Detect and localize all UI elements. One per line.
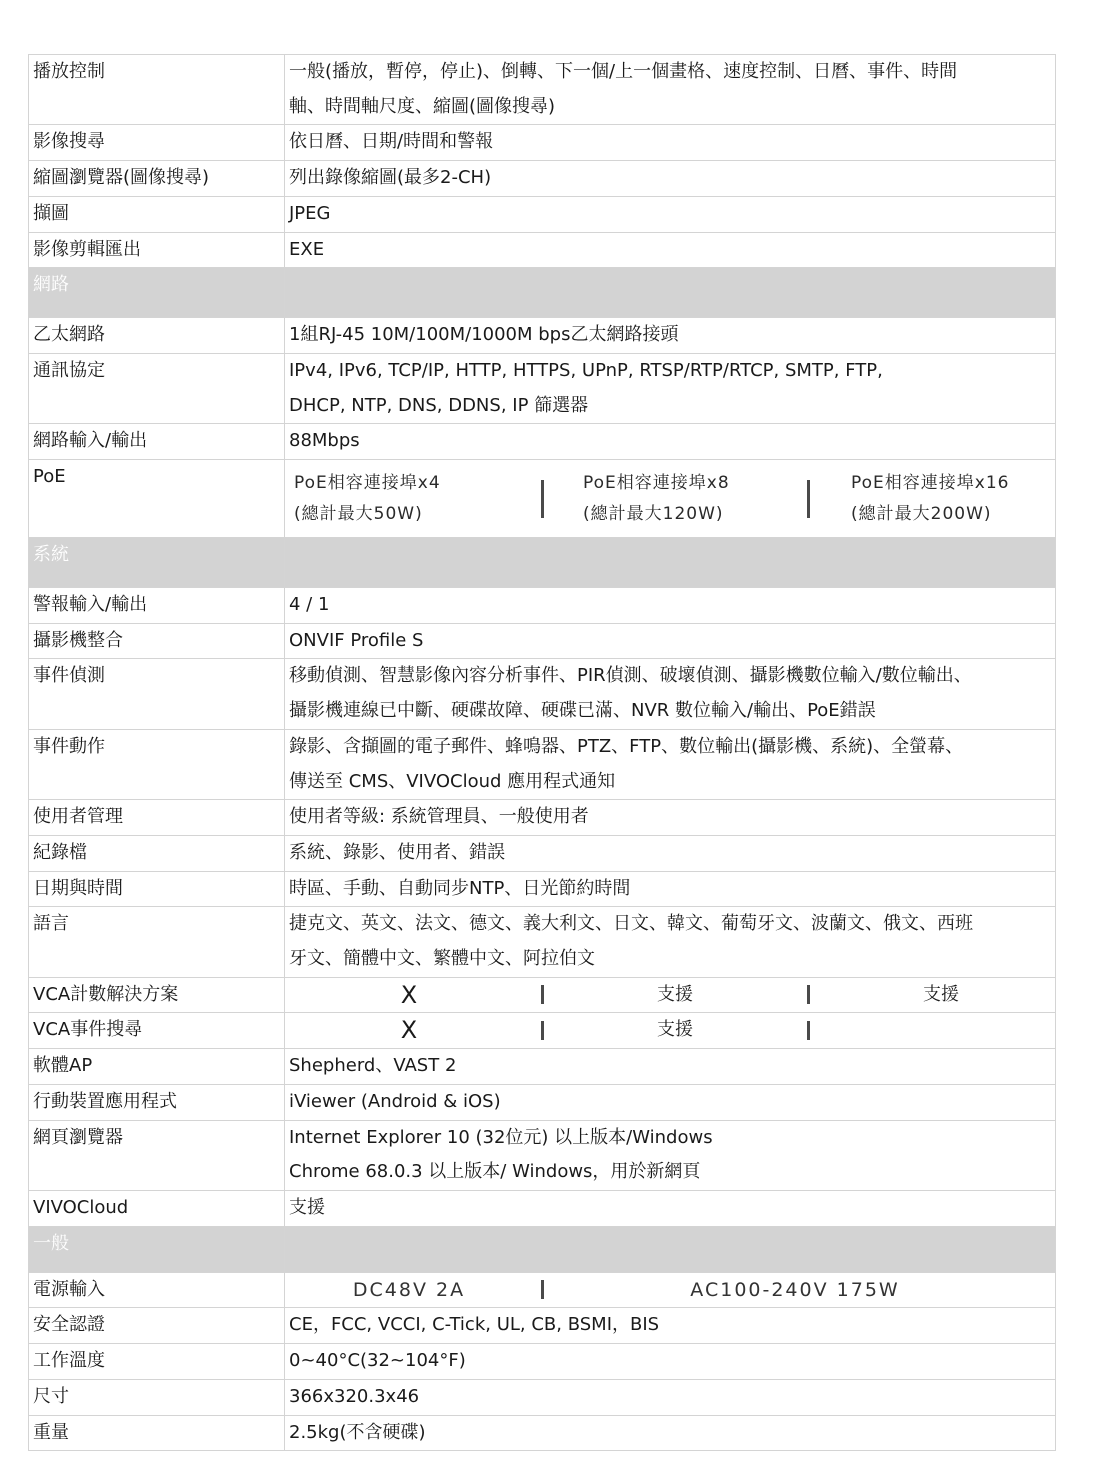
column-divider bbox=[541, 985, 544, 1004]
table-row-vca-counting bbox=[29, 977, 1056, 1013]
poe-options bbox=[289, 460, 1049, 530]
poe-ports: PoE相容連接埠x4 bbox=[294, 473, 441, 494]
spec-table bbox=[28, 54, 1056, 1451]
row-label: 網路輸入/輸出 bbox=[29, 424, 285, 460]
table-row bbox=[29, 907, 1056, 977]
table-row bbox=[29, 1344, 1056, 1380]
table-row bbox=[29, 353, 1056, 423]
poe-option bbox=[821, 468, 1056, 530]
table-row bbox=[29, 1084, 1056, 1120]
row-value: iViewer (Android & iOS) bbox=[285, 1084, 1056, 1120]
row-label: 工作溫度 bbox=[29, 1344, 285, 1380]
column-divider bbox=[807, 985, 810, 1004]
poe-option bbox=[289, 468, 529, 530]
power-dc: DC48V 2A bbox=[352, 1278, 466, 1301]
row-label: 尺寸 bbox=[29, 1379, 285, 1415]
section-header-network bbox=[29, 268, 1056, 318]
table-row bbox=[29, 125, 1056, 161]
value-line: 錄影、含擷圖的電子郵件、蜂鳴器、PTZ、FTP、數位輸出(攝影機、系統)、全螢幕、 bbox=[289, 735, 964, 757]
value-line: 軸、時間軸尺度、縮圖(圖像搜尋) bbox=[289, 95, 556, 117]
row-label: VCA事件搜尋 bbox=[29, 1013, 285, 1049]
row-label: 使用者管理 bbox=[29, 800, 285, 836]
value-line: 一般(播放，暫停，停止)、倒轉、下一個/上一個畫格、速度控制、日曆、事件、時間 bbox=[289, 61, 958, 82]
row-label: 影像搜尋 bbox=[29, 125, 285, 161]
table-row bbox=[29, 1379, 1056, 1415]
section-title: 網路 bbox=[29, 268, 285, 318]
row-value bbox=[285, 353, 1056, 423]
value-line: 攝影機連線已中斷、硬碟故障、硬碟已滿、NVR 數位輸入/輸出、PoE錯誤 bbox=[289, 700, 876, 722]
row-label: 攝影機整合 bbox=[29, 623, 285, 659]
value-line: DHCP, NTP, DNS, DDNS, IP 篩選器 bbox=[289, 394, 589, 416]
section-header-system bbox=[29, 538, 1056, 588]
poe-power: (總計最大120W) bbox=[583, 504, 724, 525]
row-value bbox=[285, 1120, 1056, 1190]
table-row bbox=[29, 659, 1056, 729]
row-value: 時區、手動、自動同步NTP、日光節約時間 bbox=[285, 871, 1056, 907]
row-value: 0~40°C(32~104°F) bbox=[285, 1344, 1056, 1380]
row-label: VCA計數解決方案 bbox=[29, 977, 285, 1013]
row-value bbox=[285, 729, 1056, 799]
row-label: 日期與時間 bbox=[29, 871, 285, 907]
row-value: 88Mbps bbox=[285, 424, 1056, 460]
row-value bbox=[285, 1272, 1056, 1308]
table-row bbox=[29, 196, 1056, 232]
row-label: 事件動作 bbox=[29, 729, 285, 799]
model-value: X bbox=[400, 1016, 418, 1045]
column-divider bbox=[807, 1021, 810, 1040]
poe-ports: PoE相容連接埠x16 bbox=[851, 473, 1010, 494]
poe-option bbox=[555, 468, 795, 530]
model-value: 支援 bbox=[657, 983, 693, 1005]
poe-ports: PoE相容連接埠x8 bbox=[583, 473, 730, 494]
row-label: 重量 bbox=[29, 1415, 285, 1451]
table-row bbox=[29, 1190, 1056, 1226]
table-row bbox=[29, 161, 1056, 197]
row-value bbox=[285, 659, 1056, 729]
row-value: Shepherd、VAST 2 bbox=[285, 1049, 1056, 1085]
column-divider bbox=[541, 480, 544, 518]
value-line: Chrome 68.0.3 以上版本/ Windows，用於新網頁 bbox=[289, 1161, 701, 1183]
poe-power: (總計最大50W) bbox=[294, 504, 423, 525]
table-row-power bbox=[29, 1272, 1056, 1308]
poe-power: (總計最大200W) bbox=[851, 504, 992, 525]
table-row bbox=[29, 835, 1056, 871]
row-label: 警報輸入/輸出 bbox=[29, 588, 285, 624]
row-label: 擷圖 bbox=[29, 196, 285, 232]
row-label: 行動裝置應用程式 bbox=[29, 1084, 285, 1120]
row-label: 事件偵測 bbox=[29, 659, 285, 729]
row-value bbox=[285, 460, 1056, 538]
row-value: 使用者等級: 系統管理員、一般使用者 bbox=[285, 800, 1056, 836]
row-value: 2.5kg(不含硬碟) bbox=[285, 1415, 1056, 1451]
table-row bbox=[29, 1049, 1056, 1085]
model-value: X bbox=[400, 980, 418, 1009]
table-row bbox=[29, 55, 1056, 125]
row-label: 網頁瀏覽器 bbox=[29, 1120, 285, 1190]
table-row bbox=[29, 1120, 1056, 1190]
value-line: 移動偵測、智慧影像內容分析事件、PIR偵測、破壞偵測、攝影機數位輸入/數位輸出、 bbox=[289, 665, 972, 687]
table-row-poe bbox=[29, 460, 1056, 538]
column-divider bbox=[541, 1280, 544, 1299]
section-header-general bbox=[29, 1226, 1056, 1272]
section-title: 一般 bbox=[29, 1226, 285, 1272]
value-line: Internet Explorer 10 (32位元) 以上版本/Windows bbox=[289, 1126, 713, 1148]
power-ac: AC100-240V 175W bbox=[690, 1278, 900, 1301]
column-divider bbox=[541, 1021, 544, 1040]
table-row bbox=[29, 1308, 1056, 1344]
model-value: 支援 bbox=[657, 1019, 693, 1041]
row-value: JPEG bbox=[285, 196, 1056, 232]
value-line: 傳送至 CMS、VIVOCloud 應用程式通知 bbox=[289, 770, 616, 792]
row-label: 語言 bbox=[29, 907, 285, 977]
table-row bbox=[29, 424, 1056, 460]
table-row bbox=[29, 729, 1056, 799]
table-row bbox=[29, 232, 1056, 268]
row-label: 安全認證 bbox=[29, 1308, 285, 1344]
table-row bbox=[29, 318, 1056, 354]
value-line: 牙文、簡體中文、繁體中文、阿拉伯文 bbox=[289, 948, 595, 970]
row-value: 1組RJ-45 10M/100M/1000M bps乙太網路接頭 bbox=[285, 318, 1056, 354]
table-row bbox=[29, 800, 1056, 836]
row-value: EXE bbox=[285, 232, 1056, 268]
row-label: 軟體AP bbox=[29, 1049, 285, 1085]
value-line: IPv4, IPv6, TCP/IP, HTTP, HTTPS, UPnP, RTSP/RTP/RTCP, SMTP, FTP, bbox=[289, 359, 883, 381]
row-value: 支援 bbox=[285, 1190, 1056, 1226]
row-value: 依日曆、日期/時間和警報 bbox=[285, 125, 1056, 161]
model-value: 支援 bbox=[923, 983, 959, 1005]
row-value: 4 / 1 bbox=[285, 588, 1056, 624]
row-value: ONVIF Profile S bbox=[285, 623, 1056, 659]
row-label: 縮圖瀏覽器(圖像搜尋) bbox=[29, 161, 285, 197]
row-value bbox=[285, 907, 1056, 977]
row-label: 播放控制 bbox=[29, 55, 285, 125]
row-label: 電源輸入 bbox=[29, 1272, 285, 1308]
table-row bbox=[29, 871, 1056, 907]
row-label: PoE bbox=[29, 460, 285, 538]
row-value: 列出錄像縮圖(最多2-CH) bbox=[285, 161, 1056, 197]
row-label: 紀錄檔 bbox=[29, 835, 285, 871]
row-label: 乙太網路 bbox=[29, 318, 285, 354]
row-label: 影像剪輯匯出 bbox=[29, 232, 285, 268]
row-label: 通訊協定 bbox=[29, 353, 285, 423]
row-value: 系統、錄影、使用者、錯誤 bbox=[285, 835, 1056, 871]
row-value bbox=[285, 55, 1056, 125]
section-title: 系統 bbox=[29, 538, 285, 588]
table-row bbox=[29, 588, 1056, 624]
row-value bbox=[285, 1013, 1056, 1049]
table-row-vca-search bbox=[29, 1013, 1056, 1049]
value-line: 捷克文、英文、法文、德文、義大利文、日文、韓文、葡萄牙文、波蘭文、俄文、西班 bbox=[289, 913, 973, 935]
row-value: CE，FCC, VCCI, C-Tick, UL, CB, BSMI，BIS bbox=[285, 1308, 1056, 1344]
column-divider bbox=[807, 480, 810, 518]
row-value bbox=[285, 977, 1056, 1013]
table-row bbox=[29, 623, 1056, 659]
row-value: 366x320.3x46 bbox=[285, 1379, 1056, 1415]
table-row bbox=[29, 1415, 1056, 1451]
row-label: VIVOCloud bbox=[29, 1190, 285, 1226]
